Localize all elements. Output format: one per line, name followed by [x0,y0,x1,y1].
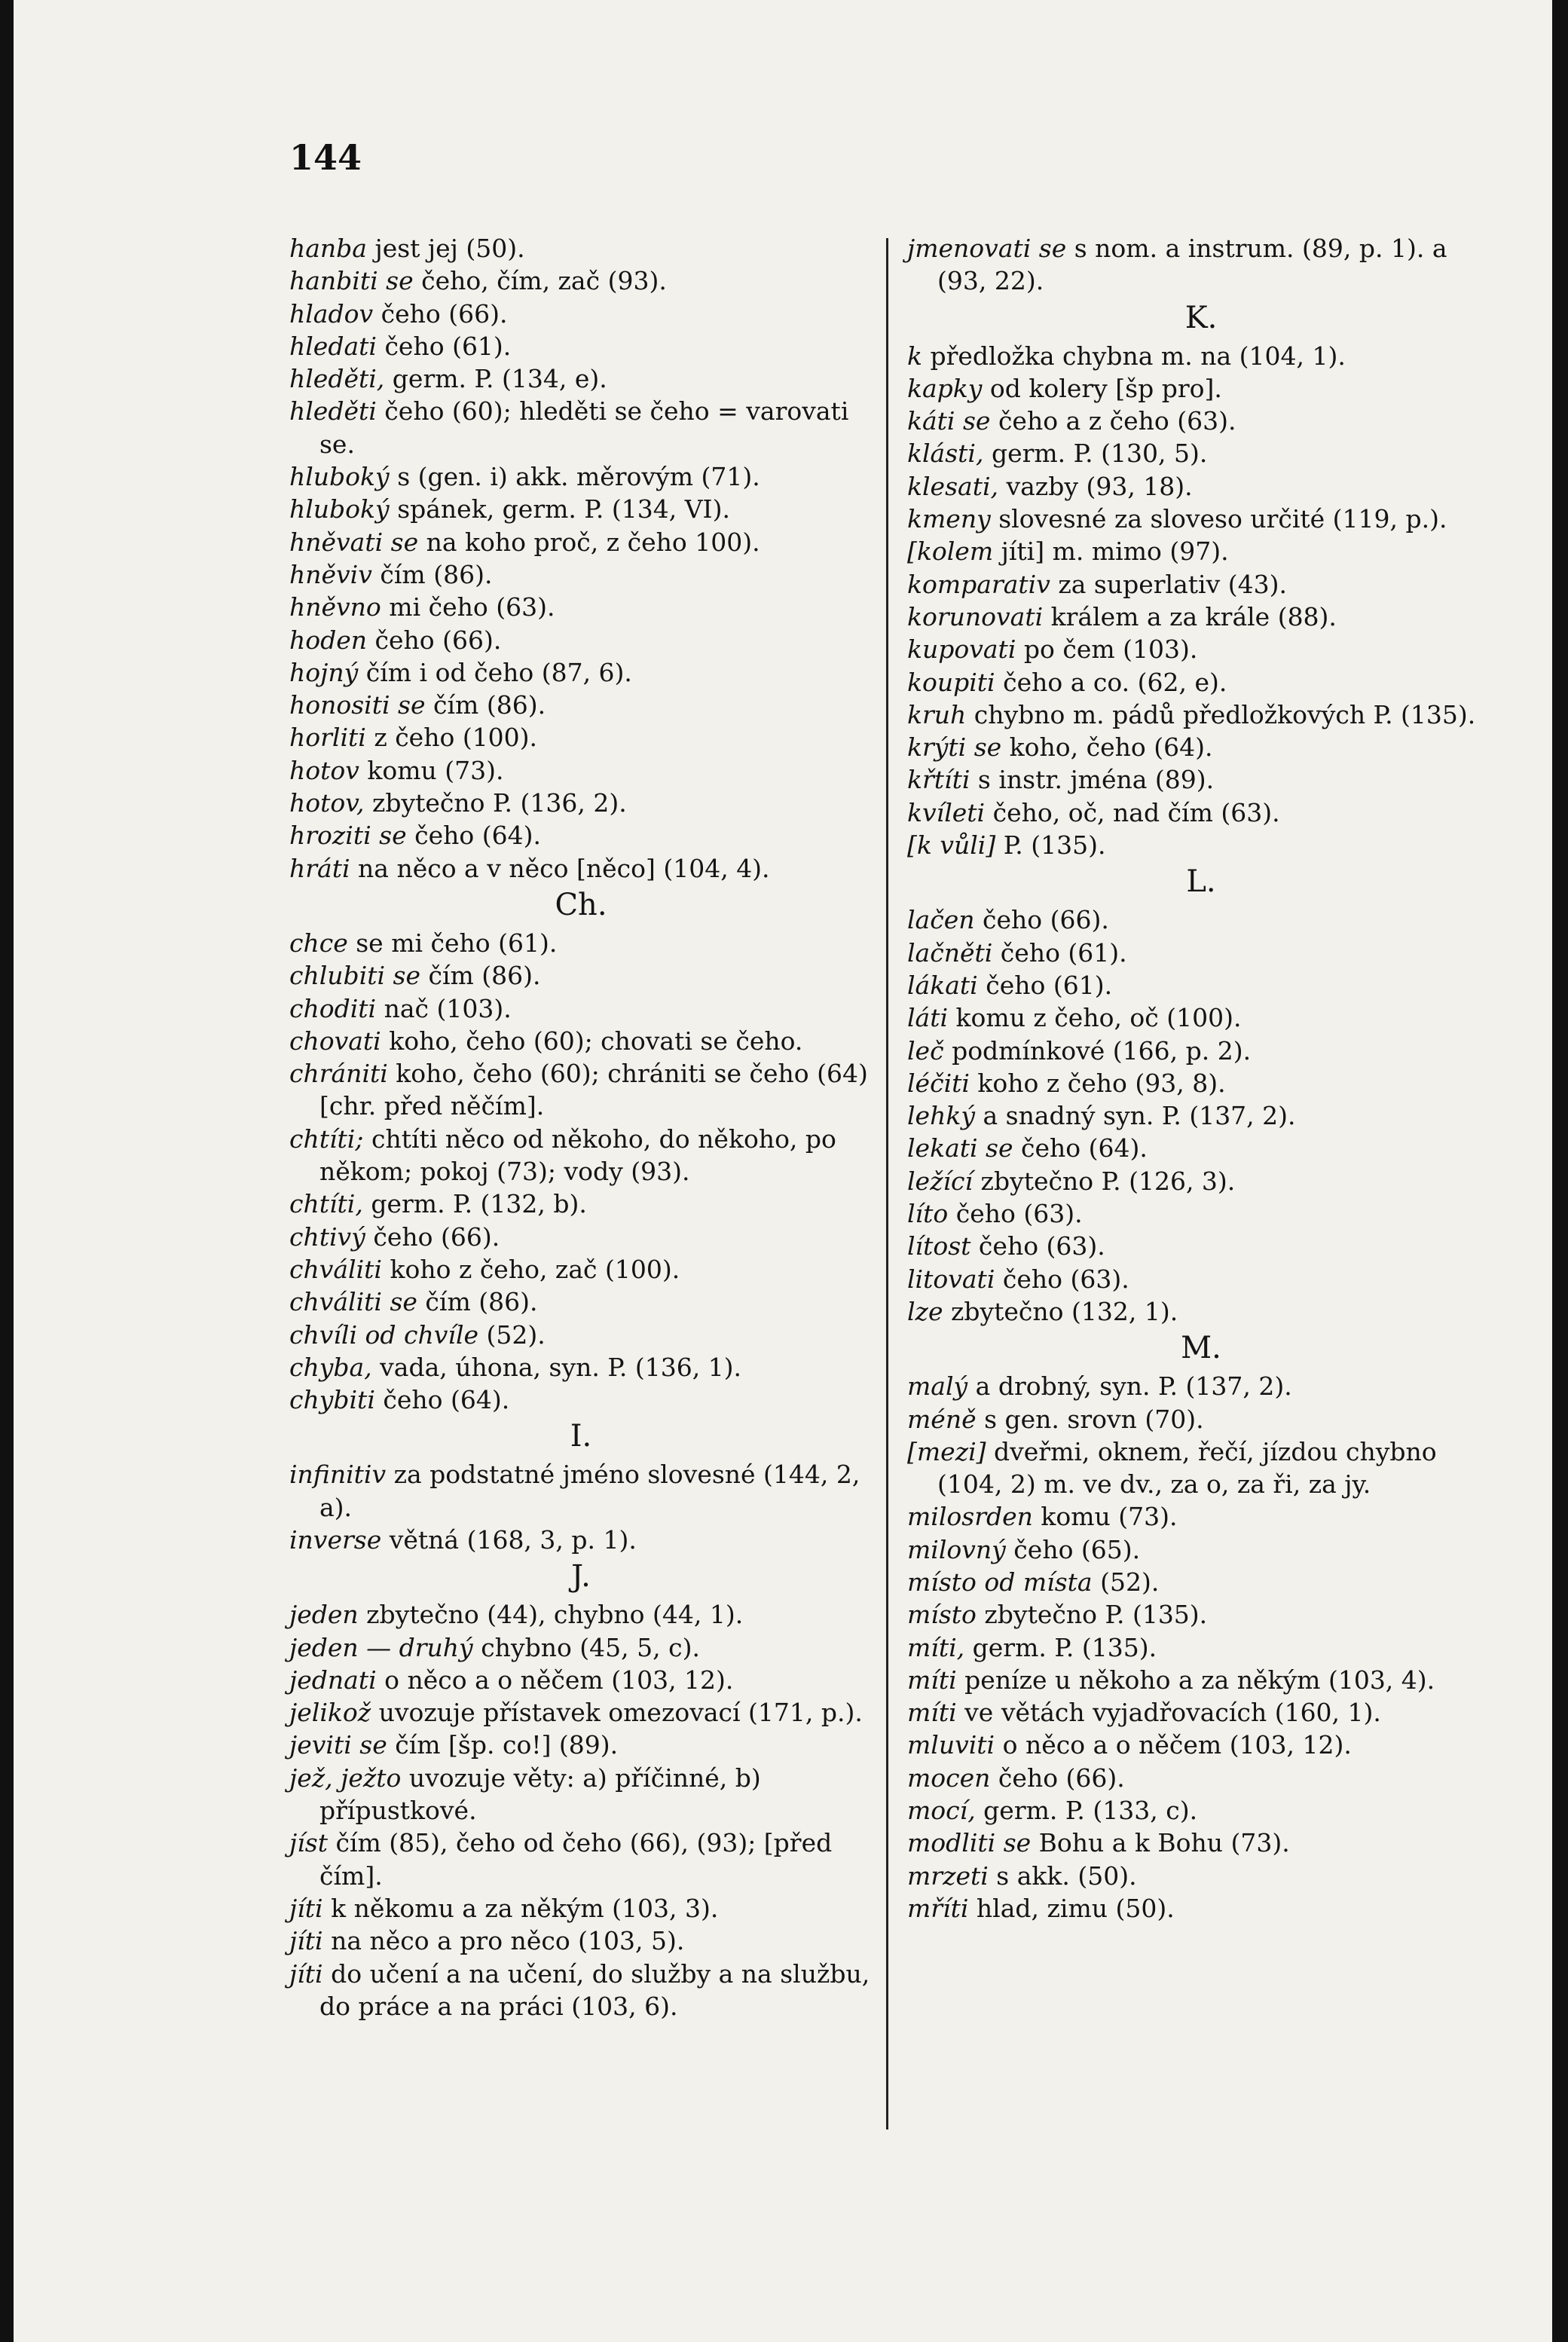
entry-headword: káti se [907,406,991,436]
entry-text: větná (168, 3, p. 1). [381,1524,637,1555]
entry-headword: chovati [289,1026,381,1056]
entry-text: s instr. jména (89). [970,765,1215,795]
dictionary-entry [289,232,873,264]
entry-text: chybno (45, 5, c). [472,1632,700,1662]
entry-text: s nom. a instrum. (89, p. 1). a (93, 22). [937,234,1447,296]
dictionary-entry [907,1696,1495,1729]
dictionary-entry [907,1631,1495,1664]
dictionary-entry [907,1729,1495,1761]
entry-headword: chváliti [289,1254,382,1284]
dictionary-entry [289,1057,873,1123]
entry-headword: hluboký [289,462,390,492]
entry-text: čeho (64). [1013,1133,1148,1163]
entry-headword: hleděti, [289,364,385,394]
dictionary-entry [289,591,873,623]
dictionary-entry [289,526,873,558]
dictionary-entry [289,1123,873,1188]
entry-text: čím [šp. co!] (89). [387,1730,619,1760]
entry-headword: kupovati [907,634,1016,665]
entry-text: se mi čeho (61). [347,928,558,958]
entry-headword: krýti se [907,732,1002,763]
entry-headword: hoden [289,625,368,655]
entry-text: čím (86). [420,961,541,991]
dictionary-entry [907,1263,1495,1295]
entry-headword: místo [907,1600,977,1630]
entry-text: zbytečno (44), chybno (44, 1). [358,1600,744,1630]
dictionary-entry [907,1295,1495,1328]
entry-headword: k [907,341,922,371]
dictionary-entry [907,903,1495,936]
entry-text: čím (86). [425,690,546,720]
entry-headword: litovati [907,1264,995,1294]
entry-text: za superlativ (43). [1050,569,1287,599]
entry-text: čeho, oč, nad čím (63). [985,797,1280,827]
entry-text: hlad, zimu (50). [968,1893,1175,1923]
entry-text: čeho (66). [990,1763,1125,1793]
entry-text: čeho a z čeho (63). [990,406,1236,436]
dictionary-entry [907,666,1495,699]
entry-headword: jež, ježto [289,1763,402,1793]
dictionary-entry [907,1230,1495,1262]
section-heading-m: M. [1181,1331,1221,1366]
entry-text: z čeho (100). [365,723,538,753]
dictionary-entry [907,796,1495,829]
entry-headword: chrániti [289,1059,388,1089]
entry-headword: chtivý [289,1221,365,1252]
entry-headword: chtíti; [289,1124,364,1154]
dictionary-entry [289,624,873,656]
entry-headword: jednati [289,1665,377,1695]
entry-text: čeho (61). [376,331,512,361]
entry-text: do učení a na učení, do služby a na službu, do práce a na práci (103, 6). [319,1958,870,2021]
entry-headword: koupiti [907,667,995,697]
entry-headword: láti [907,1003,949,1033]
dictionary-entry [907,1001,1495,1034]
entry-text: čeho (66). [373,298,508,329]
dictionary-entry [907,829,1495,861]
entry-headword: jmenovati se [907,234,1067,263]
dictionary-entry [289,264,873,297]
entry-headword: hráti [289,853,350,883]
dictionary-entry [907,1566,1495,1598]
entry-text: koho z čeho (93, 8). [969,1068,1226,1098]
entry-headword: jeden [289,1600,359,1630]
dictionary-entry [907,731,1495,763]
dictionary-entry [907,1664,1495,1696]
entry-text: zbytečno P. (126, 3). [973,1166,1236,1196]
entry-headword: líto [907,1199,949,1229]
right-column [907,232,1495,1925]
entry-headword: leč [907,1035,944,1066]
section-m [907,1370,1495,1925]
dictionary-entry [289,959,873,992]
dictionary-entry [907,470,1495,503]
entry-text: od kolery [šp pro]. [982,373,1222,403]
entry-text: koho z čeho, zač (100). [381,1254,680,1284]
entry-headword: malý [907,1371,968,1402]
entry-headword: lze [907,1296,943,1326]
entry-headword: hanbiti se [289,266,414,296]
entry-text: koho, čeho (60); chovati se čeho. [381,1026,803,1056]
dictionary-entry [907,1827,1495,1859]
dictionary-entry [289,1319,873,1351]
section-heading-j: J. [571,1559,591,1594]
dictionary-entry [907,633,1495,665]
dictionary-entry [289,787,873,819]
entry-text: čeho (64). [374,1385,510,1415]
dictionary-entry [907,1067,1495,1099]
entry-headword: mrzeti [907,1860,989,1891]
dictionary-entry [289,298,873,330]
entry-text: čeho (65). [1005,1534,1141,1564]
entry-headword: méně [907,1404,977,1434]
entry-text: germ. P. (134, e). [384,364,607,394]
entry-text: s (gen. i) akk. měrovým (71). [389,462,760,492]
dictionary-entry [289,1762,873,1827]
entry-text: komu (73). [359,755,504,785]
entry-headword: ležící [907,1166,974,1196]
dictionary-entry [289,1696,873,1729]
entry-text: slovesné za sloveso určité (119, p.). [990,504,1447,534]
entry-headword: chvíli od chvíle [289,1319,479,1350]
entry-headword: [k vůli] [907,830,996,861]
entry-text: čeho (61). [977,970,1113,1000]
entry-text: k někomu a za někým (103, 3). [322,1893,719,1923]
dictionary-entry [907,1794,1495,1827]
entry-text: mi čeho (63). [381,592,555,622]
dictionary-entry [289,1892,873,1925]
entry-headword: modliti se [907,1828,1032,1858]
section-j-continued [907,232,1495,298]
entry-headword: místo od místa [907,1567,1093,1597]
entry-text: čeho (63). [948,1199,1083,1229]
entry-headword: klesati, [907,471,998,501]
entry-text: dveřmi, oknem, řečí, jízdou chybno (104, 2) m. ve dv., za o, za ři, za jy. [937,1436,1437,1500]
column-divider [886,238,888,2130]
dictionary-entry [907,1132,1495,1164]
entry-text: čeho, čím, zač (93). [413,266,667,296]
dictionary-entry [289,689,873,721]
entry-headword: [mezi] [907,1436,986,1466]
section-heading-ch: Ch. [555,887,607,922]
entry-headword: hanba [289,234,367,263]
entry-headword: hotov, [289,788,365,818]
dictionary-entry [907,1165,1495,1197]
entry-headword: klásti, [907,439,984,469]
dictionary-entry [907,1370,1495,1402]
entry-headword: léčiti [907,1068,970,1098]
entry-text: nač (103). [376,993,512,1023]
entry-headword: hotov [289,755,359,785]
entry-headword: chlubiti se [289,961,420,991]
entry-headword: hledati [289,331,377,361]
section-heading-k: K. [1184,300,1218,335]
entry-text: o něco a o něčem (103, 12). [995,1730,1352,1760]
dictionary-entry [289,992,873,1025]
section-k [907,340,1495,862]
dictionary-entry [907,1403,1495,1435]
entry-headword: kvíleti [907,797,986,827]
entry-text: jíti] m. mimo (97). [993,537,1229,567]
dictionary-entry [289,721,873,754]
entry-headword: mocí, [907,1796,976,1826]
entry-headword: komparativ [907,569,1050,599]
entry-headword: jíti [289,1926,323,1956]
entry-text: na koho proč, z čeho 100). [418,527,760,557]
entry-text: uvozuje přístavek omezovací (171, p.). [371,1698,863,1728]
dictionary-entry [907,372,1495,405]
dictionary-entry [289,1351,873,1383]
entry-headword: jíti [289,1958,323,1989]
entry-headword: milovný [907,1534,1006,1564]
entry-headword: lákati [907,970,978,1000]
dictionary-entry [907,1533,1495,1566]
entry-text: o něco a o něčem (103, 12). [376,1665,734,1695]
section-j [289,1598,873,2022]
section-l [907,903,1495,1328]
dictionary-entry [289,852,873,885]
page-number: 144 [289,137,362,178]
entry-headword: mocen [907,1763,991,1793]
entry-headword: lehký [907,1101,975,1131]
entry-text: za podstatné jméno slovesné (144, 2, a). [319,1460,860,1522]
entry-headword: hleděti [289,396,377,427]
dictionary-entry [907,1860,1495,1892]
dictionary-entry [289,1958,873,2023]
section-heading-l: L. [1186,864,1216,900]
entry-text: podmínkové (166, p. 2). [943,1035,1252,1066]
entry-headword: hladov [289,298,374,329]
dictionary-entry [289,1598,873,1631]
entry-text: s gen. srovn (70). [976,1404,1204,1434]
entry-text: peníze u někoho a za někým (103, 4). [956,1665,1435,1695]
entry-headword: míti [907,1698,957,1728]
entry-headword: [kolem [907,537,994,567]
dictionary-entry [289,1286,873,1318]
entry-headword: hněviv [289,559,372,589]
dictionary-entry [289,395,873,460]
entry-headword: hroziti se [289,821,407,851]
entry-headword: jíst [289,1828,328,1858]
entry-text: chybno m. pádů předložkových P. (135). [966,699,1476,729]
entry-text: po čem (103). [1016,634,1198,665]
dictionary-entry [907,340,1495,372]
entry-text: čeho (63). [970,1231,1105,1261]
entry-text: germ. P. (133, c). [975,1796,1198,1826]
left-column [289,232,873,2022]
entry-headword: hluboký [289,494,390,524]
entry-text: a drobný, syn. P. (137, 2). [967,1371,1292,1402]
entry-text: čeho (64). [406,821,541,851]
entry-text: čeho (61). [992,937,1127,968]
entry-headword: míti, [907,1632,965,1662]
dictionary-entry [907,1197,1495,1230]
entry-text: na něco a v něco [něco] (104, 4). [350,853,770,883]
section-i [289,1458,873,1556]
dictionary-entry [289,1631,873,1664]
dictionary-entry [907,568,1495,601]
dictionary-entry [289,927,873,959]
dictionary-entry [907,699,1495,731]
entry-text: čím i od čeho (87, 6). [358,657,632,687]
dictionary-entry [289,1524,873,1556]
dictionary-entry [907,1762,1495,1794]
entry-text: a snadný syn. P. (137, 2). [974,1101,1296,1131]
entry-text: vada, úhona, syn. P. (136, 1). [371,1352,742,1382]
section-ch [289,927,873,1416]
dictionary-entry [907,1435,1495,1501]
entry-text: (52). [478,1319,546,1350]
dictionary-entry [907,1500,1495,1533]
dictionary-entry [289,1729,873,1761]
entry-text: (52). [1092,1567,1160,1597]
entry-headword: lačen [907,905,975,935]
dictionary-entry [289,819,873,851]
entry-text: králem a za krále (88). [1043,601,1337,631]
dictionary-entry [289,656,873,689]
entry-headword: kapky [907,373,983,403]
entry-headword: hojný [289,657,359,687]
entry-text: germ. P. (130, 5). [983,439,1208,469]
dictionary-entry [289,754,873,787]
entry-headword: křtíti [907,765,970,795]
entry-text: s akk. (50). [988,1860,1137,1891]
section-h [289,232,873,885]
dictionary-entry [907,535,1495,567]
entry-text: čím (85), čeho od čeho (66), (93); [před čím]. [319,1828,833,1891]
entry-text: na něco a pro něco (103, 5). [322,1926,685,1956]
entry-headword: inverse [289,1524,382,1555]
dictionary-entry [289,1827,873,1892]
entry-headword: lítost [907,1231,971,1261]
entry-headword: kruh [907,699,967,729]
entry-headword: kmeny [907,504,991,534]
entry-headword: chtíti, [289,1189,363,1219]
dictionary-entry [289,1221,873,1253]
entry-text: uvozuje věty: a) příčinné, b) přípustkové. [319,1763,761,1826]
entry-headword: hněvati se [289,527,419,557]
dictionary-entry [289,1664,873,1696]
dictionary-entry [289,1925,873,1957]
entry-headword: chybiti [289,1385,375,1415]
entry-headword: hněvno [289,592,381,622]
entry-headword: mluviti [907,1730,995,1760]
dictionary-entry [289,362,873,395]
dictionary-entry [907,1892,1495,1925]
entry-text: ve větách vyjadřovacích (160, 1). [956,1698,1381,1728]
entry-headword: jelikož [289,1698,371,1728]
entry-text: zbytečno P. (135). [976,1600,1208,1630]
entry-headword: chváliti se [289,1287,417,1317]
entry-headword: lačněti [907,937,993,968]
dictionary-entry [289,1188,873,1220]
dictionary-entry [289,1253,873,1286]
entry-headword: jeviti se [289,1730,387,1760]
entry-headword: honositi se [289,690,426,720]
entry-headword: lekati se [907,1133,1013,1163]
entry-text: zbytečno P. (136, 2). [364,788,627,818]
entry-headword: milosrden [907,1502,1033,1532]
dictionary-entry [289,1025,873,1057]
entry-text: komu (73). [1032,1502,1178,1532]
entry-text: zbytečno (132, 1). [943,1296,1178,1326]
dictionary-entry [289,330,873,362]
dictionary-entry [907,405,1495,437]
entry-headword: jíti [289,1893,323,1923]
entry-headword: mříti [907,1893,969,1923]
entry-text: čeho (66). [365,1221,500,1252]
dictionary-entry [289,558,873,591]
dictionary-entry [289,493,873,525]
entry-text: čím (86). [371,559,493,589]
entry-text: jest jej (50). [366,234,525,263]
dictionary-entry [907,437,1495,469]
book-page [14,0,1552,2342]
dictionary-entry [289,1458,873,1524]
entry-text: čím (86). [417,1287,538,1317]
dictionary-entry [289,1383,873,1416]
entry-text: čeho (60); hleděti se čeho = varovati se. [319,396,849,459]
dictionary-entry [907,232,1495,298]
entry-text: koho, čeho (60); chrániti se čeho (64) [chr. před něčím]. [319,1059,868,1121]
entry-headword: chyba, [289,1352,372,1382]
entry-text: předložka chybna m. na (104, 1). [922,341,1346,371]
entry-text: P. (135). [995,830,1106,861]
dictionary-entry [907,937,1495,969]
dictionary-entry [907,601,1495,633]
entry-text: Bohu a k Bohu (73). [1031,1828,1290,1858]
entry-text: germ. P. (135). [964,1632,1157,1662]
entry-headword: choditi [289,993,377,1023]
entry-text: spánek, germ. P. (134, VI). [389,494,730,524]
entry-headword: infinitiv [289,1460,387,1490]
entry-headword: jeden — druhý [289,1632,473,1662]
entry-headword: korunovati [907,601,1044,631]
entry-text: čeho a co. (62, e). [995,667,1227,697]
dictionary-entry [907,969,1495,1001]
dictionary-entry [907,1598,1495,1631]
entry-text: koho, čeho (64). [1001,732,1213,763]
dictionary-entry [907,763,1495,796]
entry-headword: chce [289,928,348,958]
dictionary-entry [907,1099,1495,1132]
entry-text: čeho (66). [974,905,1109,935]
entry-text: čeho (66). [367,625,502,655]
entry-headword: míti [907,1665,957,1695]
entry-text: vazby (93, 18). [998,471,1193,501]
entry-text: komu z čeho, oč (100). [948,1003,1242,1033]
section-heading-i: I. [570,1419,592,1454]
entry-text: chtíti něco od někoho, do někoho, po někom; pokoj (73); vody (93). [319,1124,836,1187]
dictionary-entry [289,460,873,493]
entry-headword: horliti [289,723,366,753]
dictionary-entry [907,503,1495,535]
dictionary-entry [907,1035,1495,1067]
entry-text: čeho (63). [995,1264,1129,1294]
entry-text: germ. P. (132, b). [362,1189,587,1219]
